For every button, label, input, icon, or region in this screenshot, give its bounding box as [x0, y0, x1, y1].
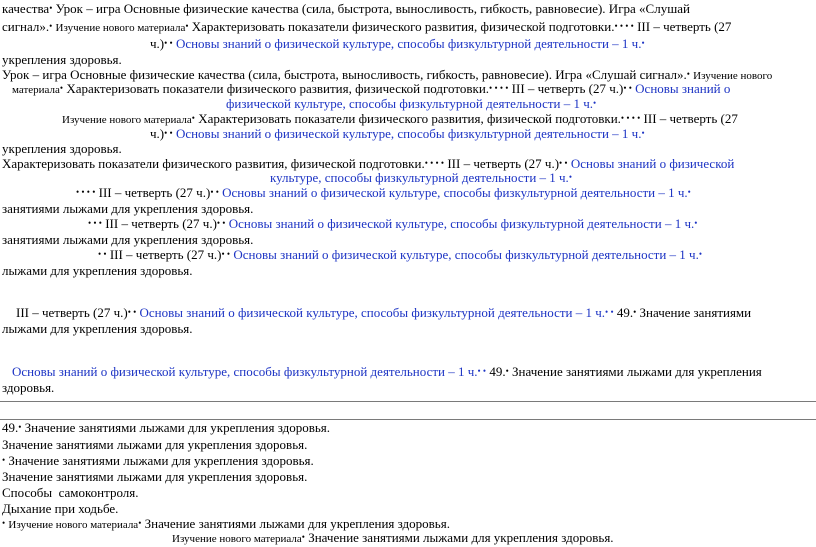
text-run: материала	[12, 84, 60, 96]
text-line	[2, 420, 330, 435]
text-run: сигнал».	[2, 19, 50, 34]
text-run: Дыхание при ходьбе.	[2, 501, 119, 516]
bullet-icon: • • • •	[424, 158, 445, 168]
text-run: ч.)	[150, 126, 165, 141]
text-run: занятиями лыжами для укрепления здоровья.	[2, 201, 254, 216]
bullet-icon: • •	[605, 307, 614, 317]
text-run: Урок – игра Основные физические качества (сила, быстрота, выносливость, гибкость, равновесие). Игра «Слушай сигнал».	[2, 67, 687, 82]
bullet-icon: •	[49, 21, 53, 31]
bullet-icon: •	[694, 218, 698, 228]
bullet-icon: • •	[210, 187, 219, 197]
bullet-icon: •	[593, 98, 597, 108]
text-line	[2, 437, 307, 452]
text-run: Значение занятиями лыжами для укрепления здоровья.	[141, 516, 450, 531]
text-run: Изучение нового материала	[8, 519, 139, 531]
bullet-icon: •	[185, 21, 189, 31]
bullet-icon: •	[59, 83, 64, 93]
bullet-icon: •	[641, 128, 645, 138]
text-line	[2, 485, 139, 500]
text-line	[88, 216, 697, 231]
text-run: III – четверть (27	[640, 111, 738, 126]
text-run: III – четверть (27 ч.)	[444, 156, 560, 171]
text-line	[98, 247, 702, 262]
text-run: Изучение нового	[693, 70, 773, 82]
text-line	[150, 126, 645, 141]
text-run: III – четверть (27 ч.)	[16, 305, 128, 320]
bullet-icon: •	[18, 422, 22, 432]
bullet-icon: •	[2, 455, 6, 465]
text-line	[76, 185, 691, 200]
text-run: качества	[2, 1, 50, 16]
bullet-icon: •	[138, 518, 142, 528]
text-line	[2, 263, 193, 278]
text-run: Основы знаний о физической	[570, 156, 735, 171]
text-run: культуре, способы физкультурной деятельности – 1 ч.	[270, 170, 569, 185]
text-run: III – четверть (27 ч.)	[508, 81, 624, 96]
text-line	[2, 321, 193, 336]
text-line	[2, 201, 253, 216]
bullet-icon: • •	[559, 158, 568, 168]
text-run: Урок – игра Основные физические качества (сила, быстрота, выносливость, гибкость, равновесие). Игра «Слушай	[52, 1, 690, 16]
bullet-icon: •	[698, 249, 703, 259]
text-line	[2, 141, 122, 156]
bullet-icon: •	[641, 38, 645, 48]
text-run: 49.	[613, 305, 634, 320]
bullet-icon: • •	[98, 249, 107, 259]
text-line	[2, 380, 54, 395]
text-run: Характеризовать показатели физического развития, физической подготовки.	[194, 111, 621, 126]
text-run: Основы знаний о физической культуре, способы физкультурной деятельности – 1 ч.	[175, 36, 642, 51]
text-run: лыжами для укрепления здоровья.	[2, 321, 193, 336]
text-line	[12, 364, 762, 379]
text-run: Основы знаний о физической культуре, способы физкультурной деятельности – 1 ч.	[175, 126, 642, 141]
text-run: III – четверть (27 ч.)	[101, 216, 217, 231]
text-line	[226, 96, 596, 111]
text-line	[16, 305, 751, 320]
text-run: Значение занятиями лыжами для укрепления здоровья.	[304, 530, 614, 545]
text-run: Основы знаний о физической культуре, способы физкультурной деятельности – 1 ч.	[12, 364, 478, 379]
text-line	[2, 52, 122, 67]
text-run: физической культуре, способы физкультурной деятельности – 1 ч.	[226, 96, 594, 111]
text-line	[150, 36, 645, 51]
bullet-icon: • •	[623, 83, 632, 93]
text-run: Изучение нового материала	[172, 533, 302, 545]
text-run: Значение занятиями лыжами для укрепления здоровья.	[2, 469, 308, 484]
bullet-icon: • •	[477, 366, 487, 376]
bullet-icon: • •	[127, 307, 137, 317]
bullet-icon: •	[687, 187, 691, 197]
text-line	[2, 232, 253, 247]
text-line	[2, 1, 690, 16]
bullet-icon: •	[568, 172, 572, 182]
text-line	[270, 170, 572, 185]
text-run: Значение занятиями лыжами для укрепления здоровья.	[2, 437, 308, 452]
text-run: Изучение нового материала	[55, 22, 186, 34]
bullet-icon: •	[505, 366, 509, 376]
text-run: III – четверть (27	[633, 19, 732, 34]
text-run: здоровья.	[2, 380, 55, 395]
text-run: Характеризовать показатели физического развития, физической подготовки.	[2, 156, 425, 171]
bullet-icon: •	[2, 518, 6, 528]
bullet-icon: •	[301, 532, 305, 542]
bullet-icon: •	[191, 113, 195, 123]
text-run: лыжами для укрепления здоровья.	[2, 263, 193, 278]
text-run: Изучение нового материала	[62, 114, 192, 126]
text-run: Способы самоконтроля.	[2, 485, 139, 500]
text-line	[2, 469, 307, 484]
bullet-icon: •	[633, 307, 637, 317]
bullet-icon: • • • •	[620, 113, 641, 123]
text-run: Значение занятиями лыжами для укрепления	[508, 364, 762, 379]
text-run: Основы знаний о физической культуре, способы физкультурной деятельности – 1 ч.	[233, 247, 699, 262]
text-run: 49.	[2, 420, 19, 435]
text-run: Характеризовать показатели физического развития, физической подготовки.	[188, 19, 615, 34]
text-run: Значение занятиями	[636, 305, 752, 320]
bullet-icon: • • • •	[489, 83, 509, 93]
text-run: Основы знаний о физической культуре, способы физкультурной деятельности – 1 ч.	[228, 216, 695, 231]
text-line	[2, 453, 314, 468]
text-run: III – четверть (27 ч.)	[106, 247, 222, 262]
text-line	[172, 530, 614, 547]
text-run: III – четверть (27 ч.)	[95, 185, 211, 200]
divider	[0, 401, 816, 402]
bullet-icon: • • • •	[76, 187, 96, 197]
bullet-icon: • •	[216, 218, 226, 228]
bullet-icon: • • • •	[614, 21, 634, 31]
text-run: Основы знаний о	[635, 81, 731, 96]
bullet-icon: •	[49, 3, 53, 13]
text-run: Характеризовать показатели физического развития, физической подготовки.	[63, 81, 490, 96]
text-line	[2, 19, 731, 36]
text-run: 49.	[486, 364, 506, 379]
bullet-icon: •	[686, 69, 690, 79]
text-run: Значение занятиями лыжами для укрепления здоровья.	[21, 420, 331, 435]
text-run: укрепления здоровья.	[2, 52, 122, 67]
text-run: Значение занятиями лыжами для укрепления здоровья.	[5, 453, 314, 468]
bullet-icon: • •	[164, 38, 173, 48]
bullet-icon: • •	[164, 128, 173, 138]
text-run: Основы знаний о физической культуре, способы физкультурной деятельности – 1 ч.	[222, 185, 688, 200]
text-run: занятиями лыжами для укрепления здоровья.	[2, 232, 254, 247]
text-run: Основы знаний о физической культуре, способы физкультурной деятельности – 1 ч.	[139, 305, 606, 320]
text-line	[2, 156, 734, 171]
bullet-icon: • • •	[88, 218, 102, 228]
text-line	[2, 501, 118, 516]
text-run: укрепления здоровья.	[2, 141, 122, 156]
text-run: ч.)	[150, 36, 165, 51]
bullet-icon: • •	[221, 249, 231, 259]
